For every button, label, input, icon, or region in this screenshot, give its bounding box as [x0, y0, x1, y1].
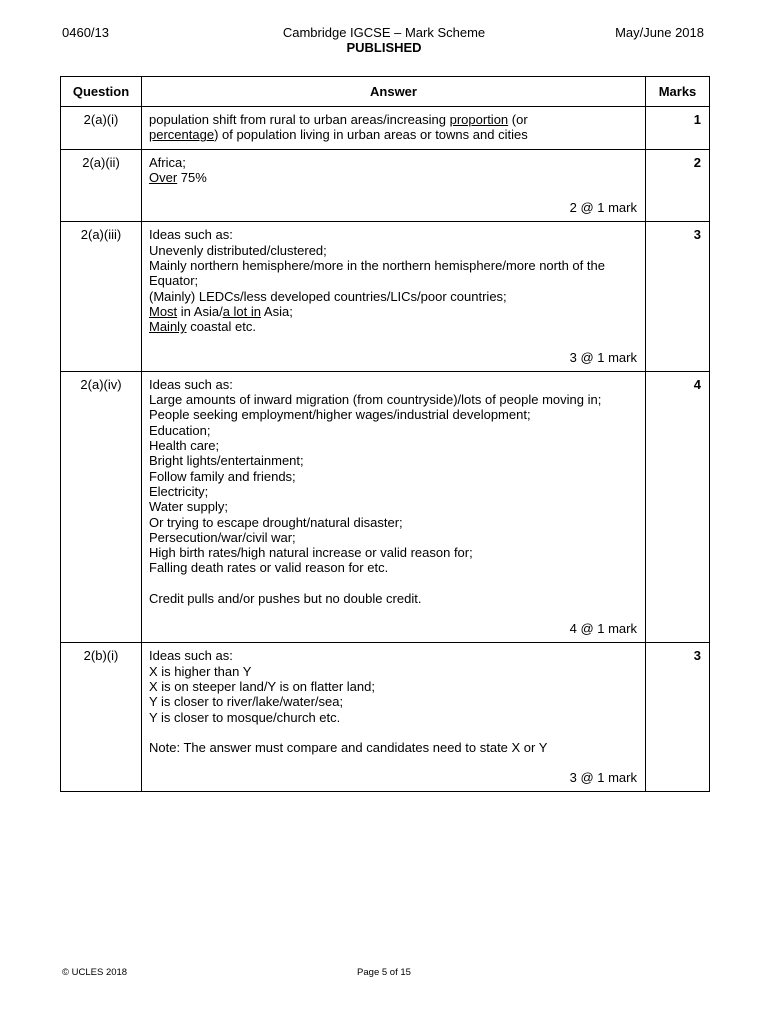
mark-scheme-table [60, 76, 710, 792]
answer-text: coastal etc. [186, 319, 256, 335]
answer-cell [142, 371, 646, 642]
underlined-term: proportion [449, 112, 509, 127]
question-number: 2(a)(iii) [61, 222, 142, 371]
marks-value: 4 [646, 371, 710, 642]
marks-column-header: Marks [646, 77, 710, 107]
copyright-notice: © UCLES 2018 [62, 967, 128, 978]
answer-line: Follow family and friends; [149, 468, 296, 484]
answer-line: Or trying to escape drought/natural disaster; [149, 514, 403, 530]
question-column-header: Question [61, 77, 142, 107]
answer-line: (Mainly) LEDCs/less developed countries/LICs/poor countries; [149, 288, 507, 304]
table-row [61, 107, 710, 150]
question-number: 2(a)(ii) [61, 149, 142, 222]
question-number: 2(a)(iv) [61, 371, 142, 642]
marks-value: 2 [646, 149, 710, 222]
answer-line: Health care; [149, 438, 220, 454]
page-number: Page 5 of 15 [357, 967, 411, 978]
answer-line: Y is closer to river/lake/water/sea; [149, 694, 344, 710]
table-row [61, 643, 710, 792]
answer-text: 75% [177, 169, 207, 185]
answer-cell [142, 643, 646, 792]
answer-line: Electricity; [149, 483, 209, 499]
table-row [61, 222, 710, 371]
mark-allocation: 4 @ 1 mark [569, 621, 637, 637]
answer-line: X is higher than Y [149, 663, 252, 679]
answer-text: ) of population living in urban areas or towns and cities [214, 127, 528, 143]
answer-line: Unevenly distributed/clustered; [149, 242, 327, 258]
answer-line: Ideas such as: [149, 648, 233, 664]
marks-value: 3 [646, 643, 710, 792]
answer-text: Asia; [261, 303, 293, 319]
mark-allocation: 2 @ 1 mark [569, 200, 637, 216]
answer-text: (or [508, 112, 528, 127]
answer-line: Water supply; [149, 499, 228, 515]
answer-line: Education; [149, 422, 211, 438]
answer-line: High birth rates/high natural increase or valid reason for; [149, 545, 473, 561]
answer-line: Y is closer to mosque/church etc. [149, 709, 341, 725]
answer-line: Ideas such as: [149, 227, 233, 243]
question-number: 2(b)(i) [61, 643, 142, 792]
underlined-term: a lot in [222, 303, 262, 319]
marks-value: 1 [646, 107, 710, 150]
answer-text: population shift from rural to urban areas/increasing [149, 112, 450, 127]
answer-line [149, 304, 637, 319]
answer-line: X is on steeper land/Y is on flatter land; [149, 678, 375, 694]
published-label: PUBLISHED [346, 40, 422, 55]
question-number: 2(a)(i) [61, 107, 142, 150]
marks-value: 3 [646, 222, 710, 371]
answer-line: Mainly northern hemisphere/more in the northern hemisphere/more north of the Equator; [149, 258, 605, 289]
answer-line: Falling death rates or valid reason for etc. [149, 560, 389, 576]
answer-line [149, 170, 637, 185]
underlined-term: Over [149, 169, 178, 185]
answer-line: Persecution/war/civil war; [149, 529, 296, 545]
mark-allocation: 3 @ 1 mark [569, 770, 637, 786]
spacer [149, 576, 637, 591]
table-row [61, 149, 710, 222]
answer-line: Africa; [149, 154, 186, 170]
syllabus-code: 0460/13 [62, 25, 109, 40]
answer-line [149, 319, 637, 334]
mark-allocation: 3 @ 1 mark [569, 349, 637, 365]
underlined-term: Most [149, 303, 178, 319]
answer-line [149, 112, 637, 127]
examiner-note: Note: The answer must compare and candidates need to state X or Y [149, 739, 548, 755]
underlined-term: percentage [149, 127, 215, 143]
document-title: Cambridge IGCSE – Mark Scheme [282, 25, 486, 40]
answer-column-header: Answer [142, 77, 646, 107]
examiner-note: Credit pulls and/or pushes but no double credit. [149, 590, 422, 606]
answer-cell [142, 222, 646, 371]
answer-cell [142, 149, 646, 222]
exam-session: May/June 2018 [615, 25, 704, 40]
answer-cell [142, 107, 646, 150]
spacer [149, 725, 637, 740]
answer-line: People seeking employment/higher wages/industrial development; [149, 407, 531, 423]
table-header-row [61, 77, 710, 107]
table-row [61, 371, 710, 642]
answer-line: Ideas such as: [149, 376, 233, 392]
underlined-term: Mainly [149, 319, 187, 335]
answer-line: Bright lights/entertainment; [149, 453, 304, 469]
answer-line: Large amounts of inward migration (from countryside)/lots of people moving in; [149, 392, 602, 408]
answer-text: in Asia/ [177, 303, 223, 319]
answer-line [149, 127, 637, 142]
